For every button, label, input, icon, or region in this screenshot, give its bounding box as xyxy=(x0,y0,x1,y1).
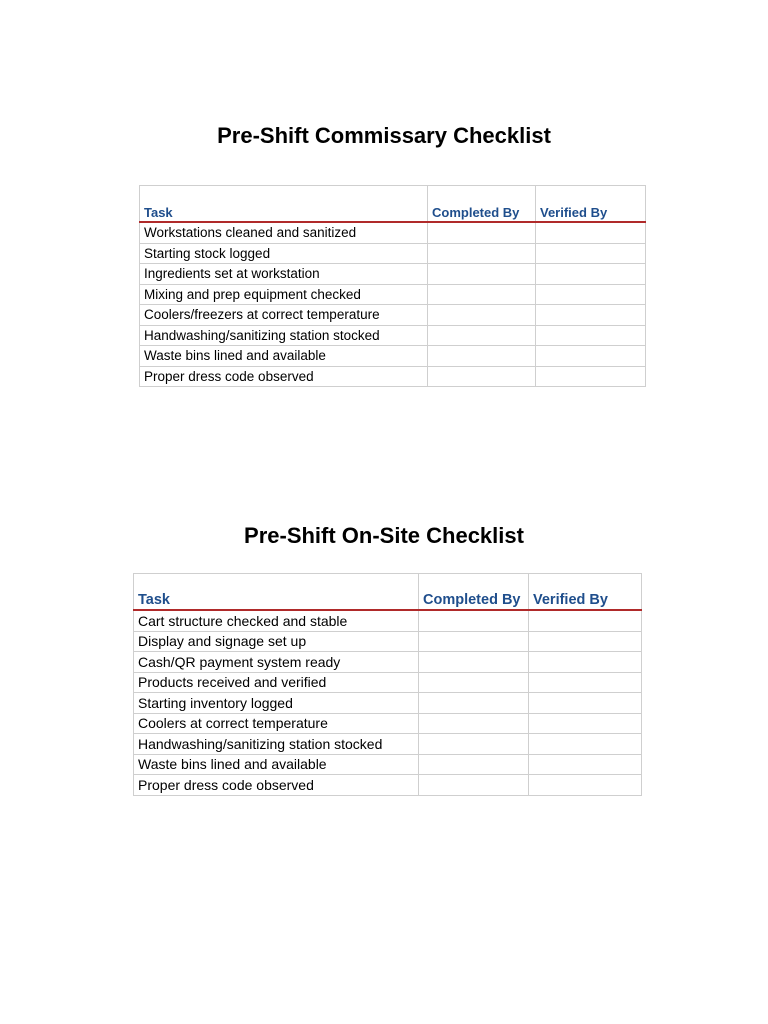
verified-by-cell[interactable] xyxy=(529,754,642,775)
completed-by-cell[interactable] xyxy=(428,366,536,387)
task-cell: Cash/QR payment system ready xyxy=(134,652,419,673)
task-cell: Coolers at correct temperature xyxy=(134,713,419,734)
task-cell: Display and signage set up xyxy=(134,631,419,652)
completed-by-cell[interactable] xyxy=(428,284,536,305)
task-cell: Cart structure checked and stable xyxy=(134,610,419,631)
task-cell: Starting inventory logged xyxy=(134,693,419,714)
verified-by-cell[interactable] xyxy=(529,713,642,734)
table-row xyxy=(140,366,646,387)
table-row xyxy=(140,346,646,367)
verified-by-cell[interactable] xyxy=(529,775,642,796)
completed-by-cell[interactable] xyxy=(428,243,536,264)
table-row xyxy=(134,754,642,775)
task-cell: Mixing and prep equipment checked xyxy=(140,284,428,305)
table-row xyxy=(140,325,646,346)
task-cell: Proper dress code observed xyxy=(134,775,419,796)
table-row xyxy=(140,243,646,264)
task-cell: Ingredients set at workstation xyxy=(140,264,428,285)
verified-by-cell[interactable] xyxy=(536,346,646,367)
completed-by-cell[interactable] xyxy=(419,610,529,631)
task-column-header: Task xyxy=(134,574,419,611)
verified-by-cell[interactable] xyxy=(529,610,642,631)
task-cell: Products received and verified xyxy=(134,672,419,693)
verified-by-cell[interactable] xyxy=(536,325,646,346)
verified-by-cell[interactable] xyxy=(536,366,646,387)
completed-by-column-header: Completed By xyxy=(419,574,529,611)
completed-by-cell[interactable] xyxy=(428,305,536,326)
task-cell: Coolers/freezers at correct temperature xyxy=(140,305,428,326)
completed-by-column-header: Completed By xyxy=(428,186,536,223)
task-column-header: Task xyxy=(140,186,428,223)
verified-by-cell[interactable] xyxy=(529,693,642,714)
completed-by-cell[interactable] xyxy=(419,775,529,796)
completed-by-cell[interactable] xyxy=(428,222,536,243)
completed-by-cell[interactable] xyxy=(419,652,529,673)
onsite-checklist-title: Pre-Shift On-Site Checklist xyxy=(244,523,524,548)
table-row xyxy=(134,610,642,631)
task-cell: Proper dress code observed xyxy=(140,366,428,387)
verified-by-column-header: Verified By xyxy=(529,574,642,611)
table-row xyxy=(140,264,646,285)
completed-by-cell[interactable] xyxy=(428,346,536,367)
task-cell: Waste bins lined and available xyxy=(140,346,428,367)
verified-by-cell[interactable] xyxy=(536,284,646,305)
verified-by-cell[interactable] xyxy=(536,222,646,243)
completed-by-cell[interactable] xyxy=(428,264,536,285)
table-row xyxy=(134,631,642,652)
table-header-row xyxy=(134,574,642,611)
verified-by-cell[interactable] xyxy=(536,305,646,326)
completed-by-cell[interactable] xyxy=(428,325,536,346)
table-row xyxy=(134,713,642,734)
completed-by-cell[interactable] xyxy=(419,672,529,693)
task-cell: Handwashing/sanitizing station stocked xyxy=(134,734,419,755)
table-row xyxy=(134,652,642,673)
task-cell: Waste bins lined and available xyxy=(134,754,419,775)
completed-by-cell[interactable] xyxy=(419,693,529,714)
verified-by-cell[interactable] xyxy=(536,264,646,285)
table-row xyxy=(140,284,646,305)
table-row xyxy=(140,222,646,243)
completed-by-cell[interactable] xyxy=(419,734,529,755)
verified-by-cell[interactable] xyxy=(529,652,642,673)
task-cell: Handwashing/sanitizing station stocked xyxy=(140,325,428,346)
verified-by-cell[interactable] xyxy=(529,631,642,652)
table-row xyxy=(134,775,642,796)
verified-by-cell[interactable] xyxy=(529,672,642,693)
table-row xyxy=(134,734,642,755)
task-cell: Starting stock logged xyxy=(140,243,428,264)
verified-by-column-header: Verified By xyxy=(536,186,646,223)
verified-by-cell[interactable] xyxy=(536,243,646,264)
task-cell: Workstations cleaned and sanitized xyxy=(140,222,428,243)
completed-by-cell[interactable] xyxy=(419,631,529,652)
table-header-row xyxy=(140,186,646,223)
commissary-checklist-table xyxy=(139,185,646,387)
completed-by-cell[interactable] xyxy=(419,754,529,775)
table-row xyxy=(134,672,642,693)
table-row xyxy=(134,693,642,714)
table-row xyxy=(140,305,646,326)
commissary-checklist-title: Pre-Shift Commissary Checklist xyxy=(217,123,551,148)
verified-by-cell[interactable] xyxy=(529,734,642,755)
completed-by-cell[interactable] xyxy=(419,713,529,734)
onsite-checklist-table xyxy=(133,573,642,796)
